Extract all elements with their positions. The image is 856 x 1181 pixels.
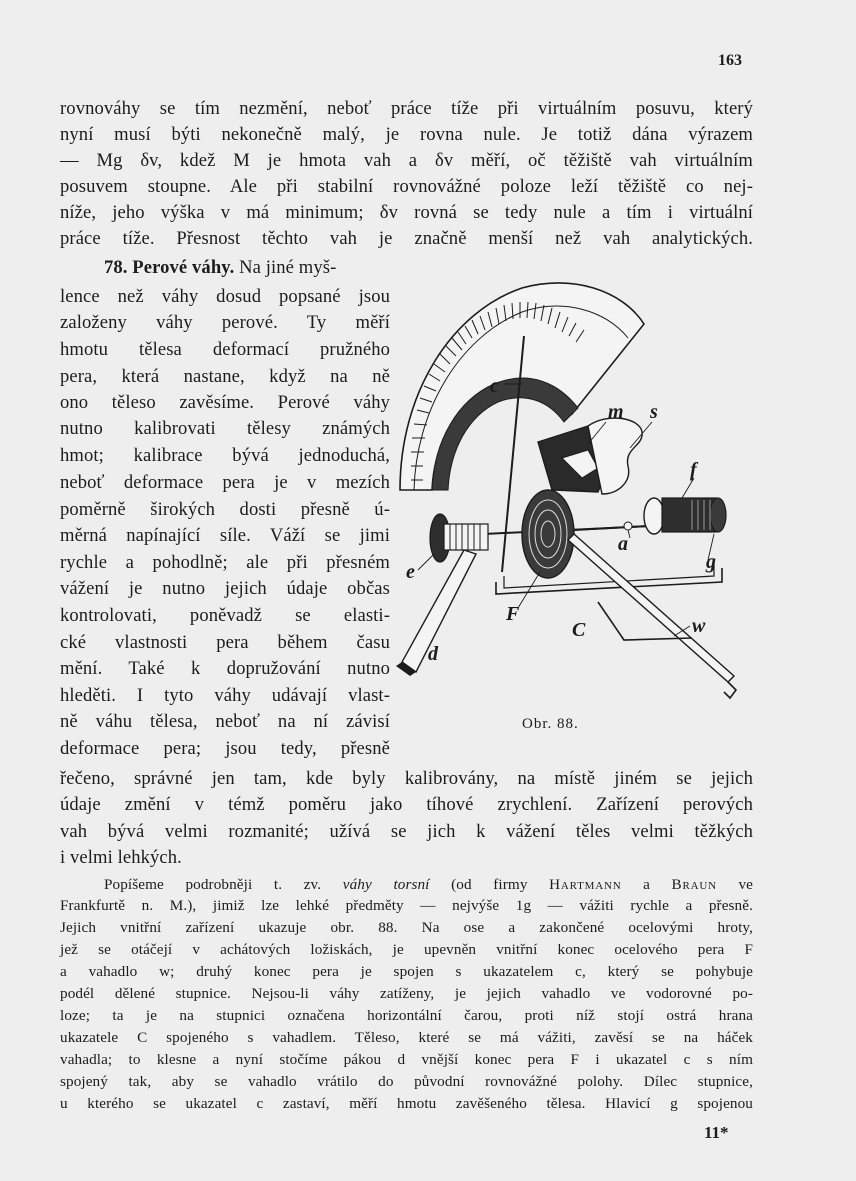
small-print-line	[104, 876, 753, 894]
text-line: níže, jeho výška v má minimum; δv rovná se tedy nule a tím i virtuální	[60, 202, 753, 223]
figure-label: e	[406, 561, 415, 583]
maker-name: Hartmann	[549, 876, 622, 893]
figure-label: m	[608, 401, 624, 423]
text-line: hmotu tělesa deformací pružného	[60, 339, 390, 360]
text-line: deformace pera; jsou tedy, přesně	[60, 738, 390, 759]
text-line: rychle a pohodlně; ale při přesném	[60, 552, 390, 573]
text-line: pera, která nastane, když na ně	[60, 366, 390, 387]
small-print-line: vahadla; to klesne a nyní stočíme pákou d vnější konec pera F i ukazatel c s ním	[60, 1051, 753, 1068]
term-torsion-balance: váhy torsní	[342, 876, 430, 893]
text-line: nutno kalibrovati tělesy známých	[60, 418, 390, 439]
small-print-line: Jejich vnitřní zařízení ukazuje obr. 88. Na ose a zakončené ocelovými hroty,	[60, 919, 753, 936]
text-line: lence než váhy dosud popsané jsou	[60, 286, 390, 307]
text-line: kontrolovati, poněvadž se elasti-	[60, 605, 390, 626]
small-print-line: loze; ta je na stupnici označena horizontální čarou, proti níž stojí ostrá hrana	[60, 1007, 753, 1024]
figure-torsion-balance	[392, 272, 754, 704]
small-print-text: (od firmy	[429, 876, 550, 893]
figure-label: g	[706, 551, 716, 573]
signature-mark: 11*	[704, 1123, 729, 1142]
small-print-line: a vahadlo w; druhý konec pera je spojen s ukazatelem c, který se pohybuje	[60, 963, 753, 980]
figure-label: f	[690, 459, 697, 481]
text-line: neboť deformace pera je v mezích	[60, 472, 390, 493]
small-print-line: Frankfurtě n. M.), jimiž lze lehké předměty — nejvýše 1g — vážiti rychle a přesně.	[60, 897, 753, 914]
text-line: mění. Také k dopružování nutno	[60, 658, 390, 679]
small-print-line: u kterého se ukazatel c zastaví, měří hmotu zavěšeného tělesa. Hlavicí g spojenou	[60, 1095, 753, 1112]
small-print-line: spojený tak, aby se vahadlo vrátilo do původní rovnovážné polohy. Dílec stupnice,	[60, 1073, 753, 1090]
text-line: cké vlastnosti pera během času	[60, 632, 390, 653]
text-line: ně váhu tělesa, neboť na ní závisí	[60, 711, 390, 732]
text-line: vah bývá velmi rozmanité; užívá se jich k vážení těles velmi těžkých	[60, 821, 753, 842]
text-line: hleděti. I tyto váhy udávají vlast-	[60, 685, 390, 706]
figure-label: w	[692, 615, 706, 637]
small-print-line: ukazatele C spojeného s vahadlem. Těleso, které se má vážiti, zavěsí se na háček	[60, 1029, 753, 1046]
small-print-line: podél dělené stupnice. Nejsou-li váhy zatíženy, je jejich vahadlo ve vodorovné po-	[60, 985, 753, 1002]
section-first-text: Na jiné myš-	[239, 257, 337, 278]
text-line: ono těleso zavěsíme. Perové váhy	[60, 392, 390, 413]
text-line: — Mg δv, kdež M je hmota vah a δv měří, oč těžiště vah virtuálním	[60, 150, 753, 171]
text-line: nyní musí býti nekonečně malý, je rovna nule. Je totiž dána výrazem	[60, 124, 753, 145]
text-line: měrná napínající síle. Váží se jimi	[60, 525, 390, 546]
figure-caption: Obr. 88.	[522, 716, 579, 732]
figure-label: C	[572, 619, 586, 641]
figure-label: c	[490, 375, 499, 397]
section-title: Perové váhy.	[132, 257, 235, 278]
small-print-text: ve	[716, 876, 753, 893]
text-line: posuvem stoupne. Ale při stabilní rovnovážné poloze leží těžiště co nej-	[60, 176, 753, 197]
text-line: práce tíže. Přesnost těchto vah je značně menší než vah analytických.	[60, 228, 753, 249]
figure-label: d	[428, 643, 438, 665]
torsion-balance-drawing	[392, 272, 754, 704]
section-number: 78.	[104, 257, 128, 278]
small-print-text: a	[621, 876, 672, 893]
text-line: poměrně širokých dosti přesně ú-	[60, 499, 390, 520]
figure-label: a	[618, 533, 628, 555]
text-line: vážení je nutno jejich údaje občas	[60, 578, 390, 599]
section-heading	[104, 257, 336, 279]
page-number: 163	[718, 52, 742, 69]
text-line: založeny váhy perové. Ty měří	[60, 312, 390, 333]
text-line: i velmi lehkých.	[60, 847, 182, 868]
figure-label: s	[650, 401, 658, 423]
text-line: hmot; kalibrace bývá jednoduchá,	[60, 445, 390, 466]
text-line: rovnováhy se tím nezmění, neboť práce tíže při virtuálním posuvu, který	[60, 98, 753, 119]
maker-name: Braun	[671, 876, 717, 893]
text-line: údaje změní v témž poměru jako tíhové zrychlení. Zařízení perových	[60, 794, 753, 815]
text-line: řečeno, správné jen tam, kde byly kalibrovány, na místě jiném se jejich	[60, 768, 753, 789]
small-print-text: Popíšeme podrobněji t. zv.	[104, 876, 343, 893]
figure-label: F	[506, 603, 520, 625]
small-print-line: jež se otáčejí v achátových ložiskách, je upevněn vnitřní konec ocelového pera F	[60, 941, 753, 958]
